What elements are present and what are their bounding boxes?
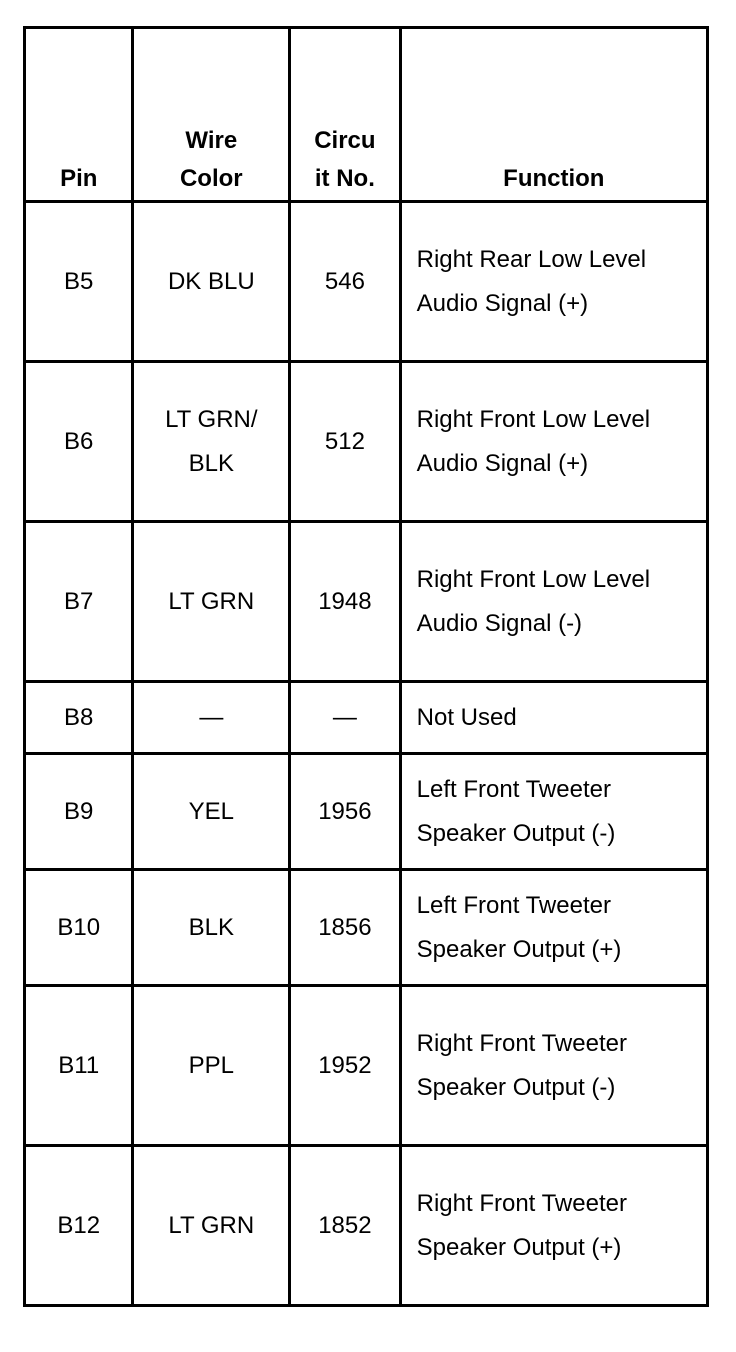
header-wire-color: Wire Color: [133, 28, 290, 202]
header-function: Function: [400, 28, 707, 202]
cell-pin: B5: [25, 202, 133, 362]
cell-wire-color: YEL: [133, 754, 290, 870]
table-row: [25, 682, 708, 754]
header-row: [25, 28, 708, 202]
cell-pin: B7: [25, 522, 133, 682]
cell-circuit: 1948: [290, 522, 400, 682]
cell-circuit: 1856: [290, 870, 400, 986]
cell-wire-color: —: [133, 682, 290, 754]
cell-function: Not Used: [400, 682, 707, 754]
cell-wire-color: DK BLU: [133, 202, 290, 362]
cell-pin: B11: [25, 986, 133, 1146]
cell-wire-color: PPL: [133, 986, 290, 1146]
cell-function: Right Front Tweeter Speaker Output (+): [400, 1146, 707, 1306]
cell-function: Left Front Tweeter Speaker Output (+): [400, 870, 707, 986]
cell-function: Right Front Low Level Audio Signal (+): [400, 362, 707, 522]
cell-circuit: 1952: [290, 986, 400, 1146]
cell-function: Left Front Tweeter Speaker Output (-): [400, 754, 707, 870]
cell-circuit: —: [290, 682, 400, 754]
header-circuit-no: Circuit No.: [290, 28, 400, 202]
table-row: [25, 202, 708, 362]
cell-wire-color: BLK: [133, 870, 290, 986]
cell-pin: B12: [25, 1146, 133, 1306]
cell-wire-color: LT GRN/BLK: [133, 362, 290, 522]
table-row: [25, 870, 708, 986]
table-row: [25, 986, 708, 1146]
cell-pin: B8: [25, 682, 133, 754]
cell-pin: B9: [25, 754, 133, 870]
table-header: [25, 28, 708, 202]
cell-circuit: 1956: [290, 754, 400, 870]
cell-pin: B10: [25, 870, 133, 986]
cell-circuit: 512: [290, 362, 400, 522]
cell-function: Right Rear Low Level Audio Signal (+): [400, 202, 707, 362]
pin-table: [23, 26, 709, 1307]
header-pin: Pin: [25, 28, 133, 202]
cell-pin: B6: [25, 362, 133, 522]
cell-function: Right Front Low Level Audio Signal (-): [400, 522, 707, 682]
cell-circuit: 1852: [290, 1146, 400, 1306]
cell-wire-color: LT GRN: [133, 522, 290, 682]
cell-function: Right Front Tweeter Speaker Output (-): [400, 986, 707, 1146]
table-body: [25, 202, 708, 1306]
cell-wire-color: LT GRN: [133, 1146, 290, 1306]
cell-circuit: 546: [290, 202, 400, 362]
table-row: [25, 522, 708, 682]
table-row: [25, 1146, 708, 1306]
table-row: [25, 362, 708, 522]
table-row: [25, 754, 708, 870]
